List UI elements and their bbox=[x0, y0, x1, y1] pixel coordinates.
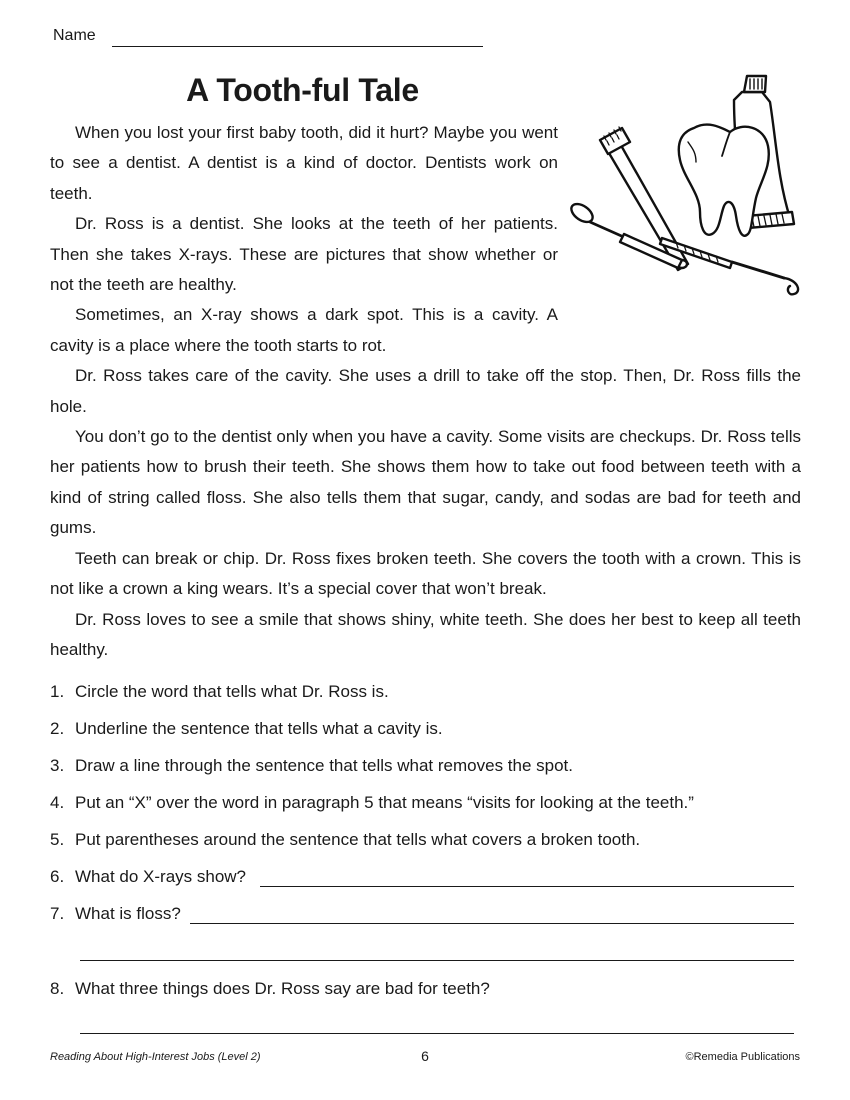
question-number: 7. bbox=[50, 904, 65, 923]
question-item bbox=[50, 830, 800, 856]
question-text: Circle the word that tells what Dr. Ross is. bbox=[75, 682, 389, 701]
page-title: A Tooth-ful Tale bbox=[186, 72, 419, 108]
question-number: 5. bbox=[50, 830, 65, 849]
question-text: What three things does Dr. Ross say are bad for teeth? bbox=[75, 979, 490, 998]
question-number: 8. bbox=[50, 979, 65, 998]
answer-line[interactable] bbox=[260, 886, 794, 887]
name-label: Name bbox=[53, 27, 96, 44]
question-item bbox=[50, 793, 800, 819]
story-paragraph: Dr. Ross is a dentist. She looks at the teeth of her patients. Then she takes X-rays. These are pictures that show whether or not the teeth are healthy. bbox=[50, 214, 558, 295]
story-paragraph: When you lost your first baby tooth, did it hurt? Maybe you went to see a dentist. A dentist is a kind of doctor. Dentists work on teeth. bbox=[50, 123, 558, 203]
question-item bbox=[50, 682, 800, 708]
answer-line[interactable] bbox=[190, 923, 794, 924]
story-paragraph: Dr. Ross takes care of the cavity. She uses a drill to take off the stop. Then, Dr. Ross fills the hole. bbox=[50, 366, 801, 416]
answer-line[interactable] bbox=[80, 960, 794, 961]
question-text: What is floss? bbox=[75, 904, 181, 923]
name-write-line[interactable] bbox=[112, 46, 483, 47]
question-item bbox=[50, 904, 800, 930]
question-number: 4. bbox=[50, 793, 65, 812]
page-footer bbox=[50, 1048, 800, 1068]
question-text: What do X-rays show? bbox=[75, 867, 247, 886]
story-paragraph: Sometimes, an X-ray shows a dark spot. This is a cavity. A cavity is a place where the tooth starts to rot. bbox=[50, 305, 558, 355]
question-item bbox=[50, 756, 800, 782]
question-number: 3. bbox=[50, 756, 65, 775]
question-item bbox=[50, 979, 800, 1005]
name-field bbox=[53, 27, 493, 49]
question-item bbox=[50, 719, 800, 745]
answer-line[interactable] bbox=[80, 1033, 794, 1034]
question-number: 2. bbox=[50, 719, 65, 738]
question-number: 6. bbox=[50, 867, 65, 886]
story-text bbox=[50, 118, 801, 665]
footer-book-title: Reading About High-Interest Jobs (Level 2) bbox=[50, 1051, 261, 1063]
question-text: Underline the sentence that tells what a cavity is. bbox=[75, 719, 443, 738]
story-paragraph: Teeth can break or chip. Dr. Ross fixes broken teeth. She covers the tooth with a crown. This is not like a crown a king wears. It’s a special cover that won’t break. bbox=[50, 548, 801, 599]
page-number: 6 bbox=[421, 1048, 429, 1064]
story-paragraph: Dr. Ross loves to see a smile that shows shiny, white teeth. She does her best to keep all teeth healthy. bbox=[50, 609, 801, 659]
question-number: 1. bbox=[50, 682, 65, 701]
question-text: Put an “X” over the word in paragraph 5 that means “visits for looking at the teeth.” bbox=[75, 793, 694, 812]
question-item bbox=[50, 867, 800, 893]
story-paragraph: You don’t go to the dentist only when you have a cavity. Some visits are checkups. Dr. Ross tells her patients how to brush their teeth. She shows them how to take out food between teeth with a kind of string called floss. She also tells them that sugar, candy, and sodas are bad for teeth and gums. bbox=[50, 427, 801, 538]
footer-publisher: ©Remedia Publications bbox=[685, 1051, 800, 1063]
question-text: Put parentheses around the sentence that tells what covers a broken tooth. bbox=[75, 830, 641, 849]
question-text: Draw a line through the sentence that tells what removes the spot. bbox=[75, 756, 573, 775]
